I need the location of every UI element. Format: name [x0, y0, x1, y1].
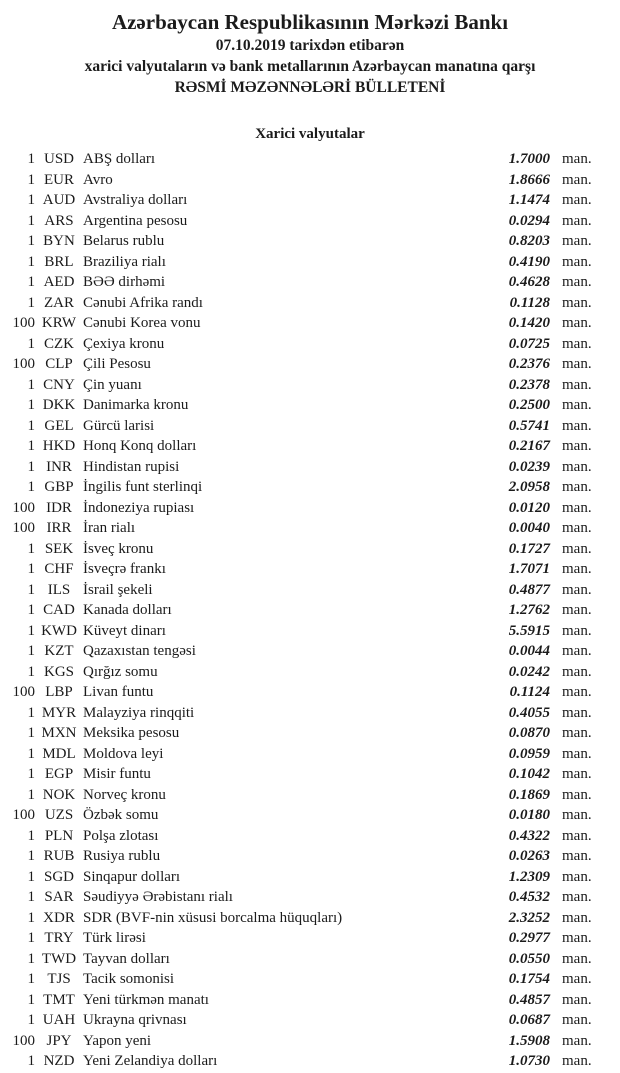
rate-value-cell: 0.0120 [508, 499, 550, 516]
unit-label-cell: man. [562, 909, 592, 926]
currency-code-cell: JPY [46, 1032, 72, 1049]
rate-value-cell: 1.5908 [508, 1032, 550, 1049]
effective-date-line: 07.10.2019 tarixdən etibarən [215, 37, 405, 54]
rate-value-cell: 0.2500 [508, 397, 550, 413]
quantity-cell: 1 [27, 930, 35, 946]
rate-value-cell: 0.1124 [509, 684, 550, 700]
unit-label-cell: man. [562, 520, 592, 536]
unit-label-cell: man. [562, 561, 592, 577]
unit-label-cell: man. [562, 622, 592, 639]
currency-code-cell: ILS [47, 581, 71, 598]
unit-label-cell: man. [562, 950, 592, 967]
rate-row [0, 908, 620, 929]
currency-name-cell: Çili Pesosu [83, 356, 151, 372]
rate-row [0, 149, 620, 170]
rate-value-cell: 0.0044 [508, 643, 550, 659]
rate-row [0, 949, 620, 970]
currency-code-cell: CNY [43, 376, 75, 393]
quantity-cell: 1 [27, 438, 35, 454]
currency-code-cell: NOK [42, 786, 76, 803]
quantity-cell: 1 [27, 274, 35, 290]
unit-label-cell: man. [562, 725, 592, 741]
unit-label-cell: man. [562, 335, 592, 352]
quantity-cell: 1 [27, 561, 35, 577]
currency-code-cell: CLP [45, 356, 73, 372]
currency-code-cell: ZAR [44, 294, 74, 311]
rate-value-cell: 0.0870 [508, 725, 550, 741]
rate-row [0, 1051, 620, 1072]
currency-name-cell: Cənubi Korea vonu [83, 315, 201, 331]
rate-value-cell: 0.1128 [509, 294, 550, 311]
rate-value-cell: 0.1727 [508, 540, 550, 557]
section-title-foreign-currencies: Xarici valyutalar [255, 126, 365, 142]
quantity-cell: 1 [27, 294, 35, 311]
currency-code-cell: PLN [44, 827, 74, 844]
rate-value-cell: 0.0263 [508, 848, 550, 864]
quantity-cell: 100 [12, 1032, 35, 1049]
rate-value-cell: 0.2977 [508, 930, 550, 946]
quantity-cell: 1 [27, 602, 35, 618]
unit-label-cell: man. [562, 417, 592, 434]
unit-label-cell: man. [562, 704, 592, 721]
quantity-cell: 100 [12, 684, 35, 700]
rate-row [0, 416, 620, 437]
currency-name-cell: Yeni Zelandiya dolları [83, 1053, 218, 1069]
unit-label-cell: man. [562, 458, 592, 475]
rate-value-cell: 0.0242 [508, 663, 550, 680]
currency-name-cell: Qırğız somu [83, 663, 158, 680]
currency-code-cell: EGP [44, 766, 74, 782]
quantity-cell: 1 [27, 909, 35, 926]
rate-value-cell: 0.2167 [508, 438, 550, 454]
rate-value-cell: 0.5741 [508, 417, 550, 434]
unit-label-cell: man. [562, 212, 592, 229]
rate-row [0, 231, 620, 252]
currency-code-cell: MDL [42, 745, 76, 762]
rate-value-cell: 0.1869 [508, 786, 550, 803]
rate-row [0, 805, 620, 826]
quantity-cell: 1 [27, 827, 35, 844]
currency-name-cell: İngilis funt sterlinqi [83, 479, 203, 495]
currency-code-cell: KRW [41, 315, 77, 331]
quantity-cell: 1 [27, 417, 35, 434]
currency-name-cell: Misir funtu [83, 766, 151, 782]
currency-name-cell: Hindistan rupisi [83, 458, 180, 475]
rate-value-cell: 0.0550 [508, 950, 550, 967]
unit-label-cell: man. [562, 397, 592, 413]
rate-value-cell: 0.0294 [508, 212, 550, 229]
currency-code-cell: SEK [44, 540, 74, 557]
rate-value-cell: 0.0239 [508, 458, 550, 475]
quantity-cell: 1 [27, 212, 35, 229]
rate-row [0, 190, 620, 211]
unit-label-cell: man. [562, 971, 592, 987]
rate-row [0, 252, 620, 273]
rate-row [0, 211, 620, 232]
currency-code-cell: DKK [42, 397, 76, 413]
unit-label-cell: man. [562, 253, 592, 270]
currency-name-cell: Belarus rublu [83, 233, 165, 249]
rate-value-cell: 2.0958 [508, 479, 550, 495]
rate-row [0, 498, 620, 519]
unit-label-cell: man. [562, 827, 592, 844]
rate-row [0, 313, 620, 334]
currency-code-cell: TMT [43, 991, 75, 1008]
currency-name-cell: ABŞ dolları [83, 151, 156, 167]
currency-code-cell: CZK [44, 335, 74, 352]
rate-value-cell: 0.0725 [508, 335, 550, 352]
currency-code-cell: HKD [42, 438, 76, 454]
rate-row [0, 600, 620, 621]
rate-value-cell: 0.0180 [508, 807, 550, 823]
quantity-cell: 1 [27, 581, 35, 598]
rate-row [0, 744, 620, 765]
currency-name-cell: Qazaxıstan tengəsi [83, 643, 196, 659]
currency-name-cell: Türk lirəsi [83, 930, 146, 946]
rate-value-cell: 1.2309 [508, 868, 550, 885]
rate-row [0, 457, 620, 478]
rate-row [0, 293, 620, 314]
quantity-cell: 1 [27, 950, 35, 967]
currency-code-cell: KWD [41, 622, 77, 639]
rate-row [0, 764, 620, 785]
currency-code-cell: TJS [47, 971, 71, 987]
currency-code-cell: BYN [43, 233, 75, 249]
rate-value-cell: 0.4628 [508, 274, 550, 290]
currency-code-cell: CAD [43, 602, 75, 618]
rate-value-cell: 0.1420 [508, 315, 550, 331]
unit-label-cell: man. [562, 1053, 592, 1069]
currency-code-cell: AED [43, 274, 75, 290]
currency-code-cell: ARS [44, 212, 74, 229]
currency-name-cell: İndoneziya rupiası [83, 499, 195, 516]
currency-code-cell: IRR [46, 520, 72, 536]
quantity-cell: 1 [27, 376, 35, 393]
currency-code-cell: UAH [42, 1012, 76, 1028]
rate-value-cell: 0.4877 [508, 581, 550, 598]
rates-table [0, 149, 620, 1072]
quantity-cell: 100 [12, 315, 35, 331]
quantity-cell: 1 [27, 335, 35, 352]
currency-name-cell: Rusiya rublu [83, 848, 161, 864]
quantity-cell: 100 [12, 807, 35, 823]
rate-value-cell: 0.4055 [508, 704, 550, 721]
quantity-cell: 1 [27, 253, 35, 270]
rate-row [0, 928, 620, 949]
unit-label-cell: man. [562, 438, 592, 454]
currency-name-cell: İsveçrə frankı [83, 561, 166, 577]
rate-row [0, 272, 620, 293]
currency-name-cell: Yeni türkmən manatı [83, 991, 209, 1008]
rate-value-cell: 1.1474 [508, 192, 550, 208]
unit-label-cell: man. [562, 848, 592, 864]
subtitle-line: xarici valyutaların və bank metallarının Azərbaycan manatına qarşı [84, 58, 536, 75]
quantity-cell: 1 [27, 622, 35, 639]
bulletin-title-line: RƏSMİ MƏZƏNNƏLƏRİ BÜLLETENİ [174, 79, 446, 96]
unit-label-cell: man. [562, 274, 592, 290]
quantity-cell: 1 [27, 643, 35, 659]
currency-name-cell: Danimarka kronu [83, 397, 189, 413]
rate-value-cell: 0.1042 [508, 766, 550, 782]
rate-row [0, 826, 620, 847]
currency-name-cell: Yapon yeni [83, 1032, 152, 1049]
rate-row [0, 785, 620, 806]
currency-name-cell: Küveyt dinarı [83, 622, 166, 639]
rate-row [0, 867, 620, 888]
rate-row [0, 539, 620, 560]
rate-value-cell: 0.0687 [508, 1012, 550, 1028]
unit-label-cell: man. [562, 745, 592, 762]
unit-label-cell: man. [562, 663, 592, 680]
currency-name-cell: Polşa zlotası [83, 827, 159, 844]
rate-row [0, 518, 620, 539]
rate-row [0, 1010, 620, 1031]
rate-row [0, 723, 620, 744]
currency-code-cell: RUB [43, 848, 75, 864]
unit-label-cell: man. [562, 643, 592, 659]
quantity-cell: 1 [27, 1012, 35, 1028]
rate-value-cell: 0.2378 [508, 376, 550, 393]
unit-label-cell: man. [562, 991, 592, 1008]
rate-value-cell: 0.0959 [508, 745, 550, 762]
rate-value-cell: 1.8666 [508, 171, 550, 188]
rate-row [0, 580, 620, 601]
rate-row [0, 375, 620, 396]
rate-row [0, 1031, 620, 1052]
bank-title: Azərbaycan Respublikasının Mərkəzi Bankı [111, 10, 509, 34]
rate-value-cell: 0.4190 [508, 253, 550, 270]
rate-row [0, 641, 620, 662]
unit-label-cell: man. [562, 356, 592, 372]
currency-code-cell: GEL [44, 417, 74, 434]
rate-row [0, 846, 620, 867]
currency-name-cell: Honq Konq dolları [83, 438, 197, 454]
quantity-cell: 100 [12, 499, 35, 516]
currency-code-cell: TWD [41, 950, 77, 967]
quantity-cell: 1 [27, 704, 35, 721]
currency-code-cell: NZD [43, 1053, 75, 1069]
rate-row [0, 436, 620, 457]
currency-name-cell: Çexiya kronu [83, 335, 165, 352]
rate-row [0, 334, 620, 355]
currency-name-cell: Tacik somonisi [83, 971, 175, 987]
currency-name-cell: Ukrayna qrivnası [83, 1012, 187, 1028]
quantity-cell: 1 [27, 192, 35, 208]
quantity-cell: 1 [27, 868, 35, 885]
currency-code-cell: CHF [44, 561, 74, 577]
currency-name-cell: Çin yuanı [83, 376, 142, 393]
rate-row [0, 477, 620, 498]
rate-value-cell: 0.4532 [508, 889, 550, 905]
currency-code-cell: KGS [43, 663, 74, 680]
rate-row [0, 990, 620, 1011]
unit-label-cell: man. [562, 602, 592, 618]
currency-code-cell: UZS [44, 807, 74, 823]
currency-name-cell: Avstraliya dolları [83, 192, 188, 208]
rate-value-cell: 0.0040 [508, 520, 550, 536]
currency-name-cell: SDR (BVF-nin xüsusi borcalma hüquqları) [83, 909, 343, 926]
currency-code-cell: SAR [44, 889, 74, 905]
currency-code-cell: KZT [44, 643, 74, 659]
unit-label-cell: man. [562, 889, 592, 905]
quantity-cell: 1 [27, 745, 35, 762]
unit-label-cell: man. [562, 479, 592, 495]
quantity-cell: 1 [27, 233, 35, 249]
document-header [0, 0, 620, 98]
rate-row [0, 621, 620, 642]
rate-row [0, 887, 620, 908]
rate-value-cell: 0.8203 [508, 233, 550, 249]
rate-row [0, 682, 620, 703]
currency-name-cell: Malayziya rinqqiti [83, 704, 195, 721]
rate-row [0, 354, 620, 375]
unit-label-cell: man. [562, 786, 592, 803]
quantity-cell: 1 [27, 725, 35, 741]
currency-code-cell: LBP [45, 684, 73, 700]
unit-label-cell: man. [562, 151, 592, 167]
currency-code-cell: EUR [44, 171, 74, 188]
quantity-cell: 1 [27, 171, 35, 188]
quantity-cell: 1 [27, 663, 35, 680]
quantity-cell: 1 [27, 151, 35, 167]
rate-value-cell: 0.4322 [508, 827, 550, 844]
currency-code-cell: IDR [46, 499, 72, 516]
unit-label-cell: man. [562, 684, 592, 700]
currency-name-cell: Norveç kronu [83, 786, 166, 803]
currency-name-cell: Meksika pesosu [83, 725, 180, 741]
unit-label-cell: man. [562, 1032, 592, 1049]
unit-label-cell: man. [562, 581, 592, 598]
currency-name-cell: İsveç kronu [83, 540, 154, 557]
unit-label-cell: man. [562, 499, 592, 516]
rate-row [0, 170, 620, 191]
unit-label-cell: man. [562, 868, 592, 885]
currency-name-cell: Özbək somu [83, 807, 159, 823]
rate-value-cell: 0.2376 [508, 356, 550, 372]
currency-name-cell: Sinqapur dolları [83, 868, 181, 885]
quantity-cell: 1 [27, 971, 35, 987]
quantity-cell: 1 [27, 848, 35, 864]
quantity-cell: 1 [27, 889, 35, 905]
currency-code-cell: MXN [41, 725, 77, 741]
rate-value-cell: 1.7000 [508, 151, 550, 167]
currency-name-cell: Səudiyyə Ərəbistanı rialı [83, 889, 233, 905]
currency-name-cell: Moldova leyi [83, 745, 164, 762]
rate-value-cell: 2.3252 [508, 909, 550, 926]
currency-code-cell: INR [46, 458, 72, 475]
unit-label-cell: man. [562, 294, 592, 311]
currency-code-cell: AUD [42, 192, 76, 208]
rate-row [0, 395, 620, 416]
quantity-cell: 1 [27, 458, 35, 475]
currency-name-cell: Braziliya rialı [83, 253, 166, 270]
currency-name-cell: İsrail şekeli [83, 581, 153, 598]
currency-name-cell: İran rialı [83, 520, 136, 536]
currency-code-cell: SGD [43, 868, 74, 885]
quantity-cell: 1 [27, 397, 35, 413]
unit-label-cell: man. [562, 807, 592, 823]
rate-row [0, 559, 620, 580]
currency-name-cell: Avro [83, 171, 113, 188]
currency-code-cell: BRL [44, 253, 74, 270]
quantity-cell: 1 [27, 766, 35, 782]
currency-name-cell: Livan funtu [83, 684, 154, 700]
currency-code-cell: MYR [41, 704, 77, 721]
rate-row [0, 662, 620, 683]
quantity-cell: 1 [27, 786, 35, 803]
currency-name-cell: Gürcü larisi [83, 417, 155, 434]
rate-value-cell: 5.5915 [508, 622, 550, 639]
unit-label-cell: man. [562, 192, 592, 208]
quantity-cell: 100 [12, 356, 35, 372]
rate-value-cell: 1.2762 [508, 602, 550, 618]
rate-value-cell: 1.0730 [508, 1053, 550, 1069]
rate-value-cell: 0.1754 [508, 971, 550, 987]
unit-label-cell: man. [562, 376, 592, 393]
unit-label-cell: man. [562, 315, 592, 331]
rate-row [0, 969, 620, 990]
quantity-cell: 1 [27, 1053, 35, 1069]
rate-value-cell: 1.7071 [508, 561, 550, 577]
quantity-cell: 1 [27, 479, 35, 495]
unit-label-cell: man. [562, 930, 592, 946]
quantity-cell: 1 [27, 991, 35, 1008]
unit-label-cell: man. [562, 171, 592, 188]
unit-label-cell: man. [562, 233, 592, 249]
quantity-cell: 1 [27, 540, 35, 557]
currency-name-cell: Tayvan dolları [83, 950, 170, 967]
rate-row [0, 703, 620, 724]
currency-name-cell: Cənubi Afrika randı [83, 294, 203, 311]
currency-code-cell: USD [43, 151, 74, 167]
currency-name-cell: Argentina pesosu [83, 212, 188, 229]
currency-name-cell: BƏƏ dirhəmi [83, 274, 166, 290]
rate-value-cell: 0.4857 [508, 991, 550, 1008]
unit-label-cell: man. [562, 766, 592, 782]
unit-label-cell: man. [562, 1012, 592, 1028]
currency-name-cell: Kanada dolları [83, 602, 172, 618]
unit-label-cell: man. [562, 540, 592, 557]
currency-code-cell: GBP [44, 479, 74, 495]
currency-code-cell: XDR [43, 909, 75, 926]
currency-code-cell: TRY [44, 930, 74, 946]
quantity-cell: 100 [12, 520, 35, 536]
